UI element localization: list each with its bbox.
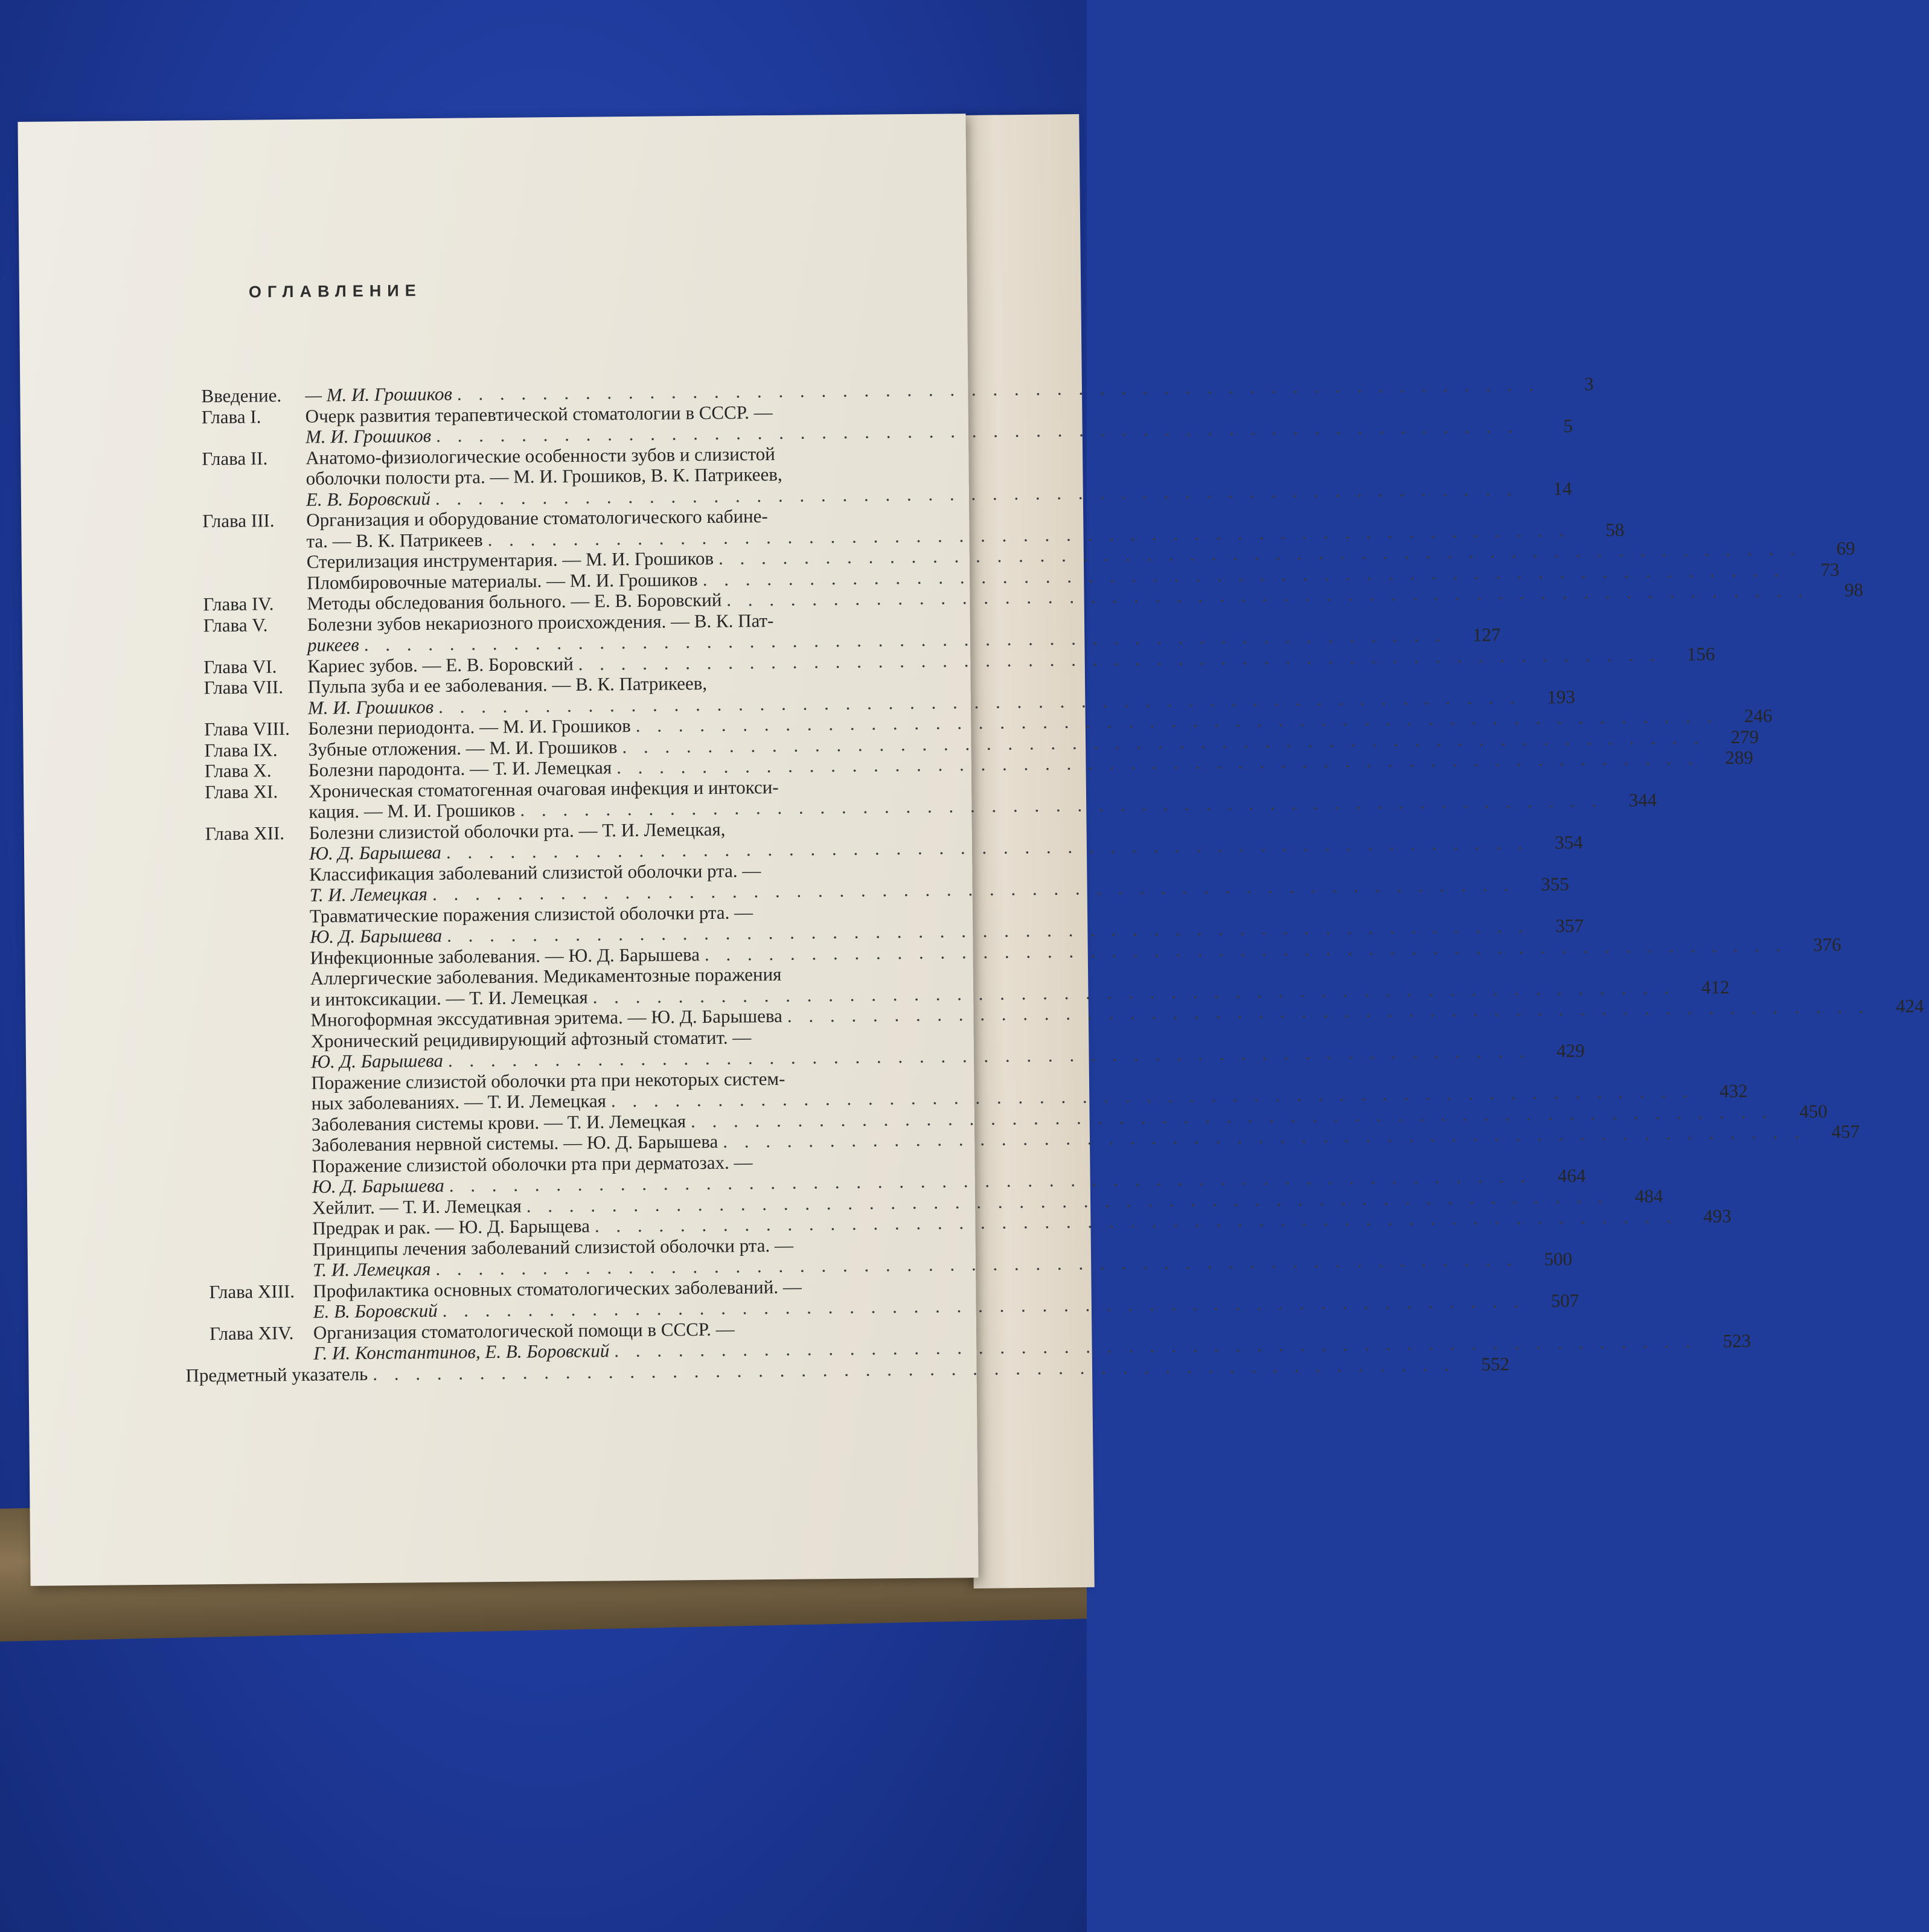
chapter-text: и интоксикации. — Т. И. Лемецкая [310,986,588,1010]
page-number: 5 [1563,415,1573,437]
page-number [1012,915,1066,916]
chapter-text: Поражение слизистой оболочки рта при дерматозах. — [312,1151,753,1177]
page-number: 246 [1744,705,1773,726]
page-number: 69 [1836,537,1855,559]
page-number: 500 [1544,1248,1573,1270]
page-number: 354 [1554,831,1583,853]
chapter-text: Инфекционные заболевания. — Ю. Д. Барышева [310,943,700,968]
page-number: 344 [1628,789,1657,811]
chapter-text: Заболевания нервной системы. — Ю. Д. Барышева [312,1130,718,1156]
chapter-text: Ю. Д. Барышева [309,841,442,864]
chapter-label: Введение. [201,385,282,407]
page-number [1013,1040,1067,1041]
chapter-text: Ю. Д. Барышева [310,1049,444,1072]
chapter-text: кация. — М. И. Грошиков [309,799,516,822]
chapter-text: Методы обследования больного. — Е. В. Боровский [307,589,722,614]
chapter-label: Глава XII. [205,822,285,844]
chapter-text: Е. В. Боровский [306,487,431,510]
chapter-text: оболочки полости рта. — М. И. Грошиков, В. К. Патрикеев, [306,463,782,489]
chapter-text: Кариес зубов. — Е. В. Боровский [307,653,574,677]
chapter-label: Глава XIII. [209,1280,295,1302]
toc-entry [209,1274,1579,1323]
page-number [1011,790,1065,791]
chapter-text: — М. И. Грошиков [305,383,453,406]
page-number: 73 [1820,558,1840,580]
chapter-text: Болезни пародонта. — Т. И. Лемецкая [308,756,612,781]
page-number: 355 [1541,873,1569,895]
chapter-text: Зубные отложения. — М. И. Грошиков [308,735,618,760]
chapter-text: Т. И. Лемецкая [312,1258,431,1281]
chapter-text: Травматические поражения слизистой оболочки рта. — [309,901,753,927]
page-number: 484 [1634,1185,1663,1207]
chapter-text: Хейлит. — Т. И. Лемецкая [312,1195,522,1218]
page-number: 279 [1730,726,1759,747]
chapter-text: Предрак и рак. — Ю. Д. Барыщева [312,1215,590,1239]
page-number: 552 [1481,1352,1510,1375]
chapter-text: Многоформная экссудативная эритема. — Ю. Д. Барышева [310,1005,783,1031]
chapter-label: Глава V. [203,613,268,636]
page-number: 424 [1895,995,1924,1017]
page-number: 156 [1686,642,1715,665]
chapter-label: Глава III. [202,510,275,532]
toc-entry [205,816,1924,1281]
page-number [1008,457,1062,458]
page-number: 289 [1725,746,1753,769]
chapter-label: Глава VII. [203,676,284,699]
chapter-text: Организация и оборудование стоматологического кабине- [306,505,768,531]
chapter-text: М. И. Грошиков [305,424,432,447]
page-number [1010,686,1064,687]
page-number: 14 [1553,477,1572,499]
page-number: 357 [1555,915,1584,936]
chapter-text: рикеев [307,633,359,656]
chapter-text: та. — В. К. Патрикеев [306,528,483,552]
chapter-text: Пульпа зуба и ее заболевания. — В. К. Патрикеев, [307,672,708,697]
page-number: 412 [1701,976,1730,998]
page-number: 432 [1719,1080,1748,1102]
chapter-text: Болезни слизистой оболочки рта. — Т. И. Лемецкая, [309,818,726,843]
page-number: 429 [1556,1040,1585,1061]
page-number: 58 [1605,519,1625,540]
chapter-label: Глава I. [201,405,261,427]
page-number [1012,978,1067,979]
page-number: 376 [1812,933,1841,955]
chapter-text: Г. И. Константинов, Е. В. Боровский [313,1340,610,1364]
chapter-text: М. И. Грошиков [307,696,434,718]
toc-entry [202,504,1855,594]
page-number [1013,1082,1067,1083]
page-number: 98 [1844,579,1864,601]
chapter-text: Поражение слизистой оболочки рта при некоторых систем- [311,1067,785,1093]
chapter-text: Анатомо-физиологические особенности зубов и слизистой [306,443,775,469]
page-number [1008,478,1063,479]
page-title: ОГЛАВЛЕНИЕ [248,281,422,301]
chapter-text: Ю. Д. Барышева [310,924,443,947]
chapter-text: ных заболеваниях. — Т. И. Лемецкая [311,1090,607,1114]
page-number [1015,1290,1069,1291]
page-number: 507 [1550,1290,1579,1311]
chapter-label: Глава X. [204,760,272,782]
chapter-text: Профилактика основных стоматологических заболеваний. — [313,1276,802,1302]
chapter-text: Болезни зубов некариозного происхождения. — В. К. Пат- [307,609,774,635]
chapter-text: Очерк развития терапевтической стоматологии в СССР. — [305,401,773,427]
chapter-text: Стерилизация инструментария. — М. И. Грошиков [306,547,714,572]
chapter-text: Заболевания системы крови. — Т. И. Лемецкая [311,1110,686,1135]
chapter-label: Глава IX. [204,738,278,761]
chapter-label: Глава IV. [203,593,274,615]
toc-entry [202,441,1572,511]
page-number: 523 [1723,1329,1751,1352]
page-number: 457 [1831,1121,1860,1142]
table-of-contents [185,373,1924,1386]
chapter-text: Болезни периодонта. — М. И. Грошиков [308,715,631,739]
chapter-text: Классификация заболеваний слизистой оболочки рта. — [309,859,761,885]
page-number: 3 [1584,373,1594,395]
book-page [18,114,1924,1586]
chapter-text: Принципы лечения заболеваний слизистой оболочки рта. — [312,1234,794,1260]
page-number: 493 [1703,1205,1732,1227]
chapter-text: Ю. Д. Барышева [312,1174,444,1197]
chapter-label: Глава XI. [204,780,278,802]
chapter-label: Предметный указатель [185,1363,368,1386]
chapter-text: Е. В. Боровский [313,1299,438,1322]
page-number: 127 [1472,624,1501,645]
toc-entry [201,399,1573,448]
page-number [1008,415,1062,416]
toc-entry [203,607,1501,656]
page-number: 464 [1557,1165,1586,1186]
toc-entry [204,774,1657,823]
chapter-text: Хронический рецидивирующий афтозный стоматит. — [310,1026,752,1052]
chapter-text: Организация стоматологической помощи в СССР. — [313,1318,735,1343]
chapter-label: Глава VI. [203,655,277,677]
chapter-text: Хроническая стоматогенная очаговая инфекция и интокси- [308,776,779,802]
page-number [1011,832,1066,833]
page-number: 193 [1547,685,1575,708]
chapter-text: Аллергические заболевания. Медикаментозные поражения [310,963,782,989]
chapter-text: Пломбировочные материалы. — М. И. Грошиков [306,568,698,593]
page-number [1014,1165,1069,1166]
chapter-label: Глава XIV. [209,1322,294,1344]
page-number: 450 [1799,1100,1828,1122]
chapter-label: Глава II. [202,447,268,469]
chapter-text: Т. И. Лемецкая [309,883,428,906]
chapter-label: Глава VIII. [204,718,290,740]
